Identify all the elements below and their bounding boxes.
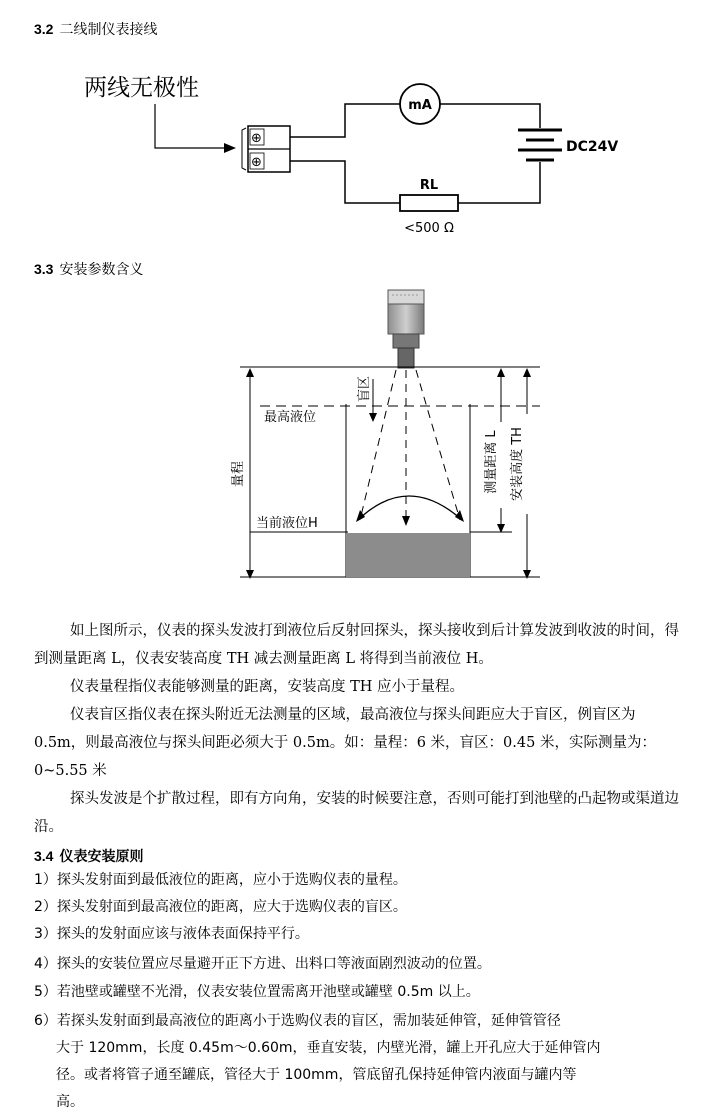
list-item	[34, 1008, 684, 1116]
list-text: 探头的安装位置应尽量避开正下方进、出料口等液面剧烈波动的位置。	[56, 956, 491, 972]
paragraph-text: 如上图所示，仪表的探头发波打到液位后反射回探头，探头接收到后计算发波到收波的时间，得到测量距离 L，仪表安装高度 TH 减去测量距离 L 将得到当前液位 H。	[34, 623, 679, 667]
paragraph	[34, 785, 682, 841]
list-number: 1）	[34, 872, 57, 888]
list-text: 探头的发射面应该与液体表面保持平行。	[56, 926, 309, 942]
section-number: 3.4	[34, 848, 54, 864]
wire-meter-battery	[440, 104, 540, 128]
max-level-label: 最高液位	[264, 410, 317, 425]
install-height-arrowhead	[523, 368, 531, 377]
wire-top	[290, 104, 400, 137]
list-number: 2）	[34, 899, 57, 915]
meter-label: mA	[408, 98, 432, 113]
section-title: 仪表安装原则	[59, 849, 144, 865]
list-item	[34, 951, 684, 978]
wiring-diagram	[70, 60, 630, 250]
resistor-label: RL	[419, 178, 439, 193]
paragraph	[34, 701, 682, 785]
terminal-bracket	[242, 128, 246, 170]
measure-distance-label: 测量距离 L	[484, 430, 499, 494]
reflection-arc	[358, 496, 462, 520]
section-heading-3-4	[34, 846, 143, 866]
blind-zone-arrowhead	[369, 413, 377, 422]
paragraph-text: 探头发波是个扩散过程，即有方向角，安装的时候要注意，否则可能打到池壁的凸起物或渠道边沿。	[34, 791, 679, 835]
list-number: 4）	[34, 956, 57, 972]
pointer-arrowhead	[224, 143, 236, 153]
paragraph	[34, 673, 682, 701]
pointer-line	[155, 104, 224, 148]
list-text: 探头发射面到最高液位的距离，应大于选购仪表的盲区。	[56, 899, 407, 915]
list-number: 5）	[34, 984, 57, 1000]
no-polarity-label: 两线无极性	[84, 75, 199, 101]
paragraph-text: 仪表量程指仪表能够测量的距离，安装高度 TH 应小于量程。	[70, 679, 465, 695]
section-number: 3.3	[34, 261, 54, 277]
supply-label: DC24V	[566, 139, 619, 155]
measure-arrowhead	[497, 368, 505, 377]
paragraph-text: 仪表盲区指仪表在探头附近无法测量的区域，最高液位与探头间距应大于盲区，例盲区为 0.5m，则最高液位与探头间距必须大于 0.5m。如：量程：6 米，盲区：0.45 米，实际测量为：0~5.55 米	[34, 707, 656, 779]
install-height-arrowhead	[523, 570, 531, 579]
range-arrowhead	[246, 570, 254, 579]
range-label: 量程	[231, 460, 246, 488]
install-height-label: 安装高度 TH	[510, 427, 525, 501]
range-arrowhead	[246, 368, 254, 377]
section-heading-3-2	[34, 19, 157, 39]
list-item	[34, 921, 684, 948]
liquid-fill	[346, 533, 470, 577]
installation-diagram	[220, 284, 550, 584]
probe-icon	[388, 290, 424, 368]
list-text: 探头发射面到最低液位的距离，应小于选购仪表的量程。	[56, 872, 407, 888]
list-text: 若探头发射面到最高液位的距离小于选购仪表的盲区，需加装延伸管，延伸管管径	[56, 1013, 561, 1029]
section-title: 二线制仪表接线	[59, 22, 158, 38]
list-number: 6）	[34, 1013, 57, 1029]
list-text-continuation: 径。或者将管子通至罐底，管径大于 100mm，管底留孔保持延伸管内液面与罐内等	[56, 1067, 577, 1083]
resistor-value: <500 Ω	[404, 221, 454, 236]
section-number: 3.2	[34, 21, 54, 37]
terminal-screw-icon: ⊕	[251, 155, 262, 170]
beam-arrowhead	[356, 510, 365, 522]
list-item	[34, 894, 684, 921]
list-item	[34, 867, 684, 894]
paragraph	[34, 617, 682, 673]
blind-zone-label: 盲区	[357, 376, 372, 403]
wire-battery-resistor	[458, 162, 540, 203]
list-text-continuation: 高。	[56, 1094, 84, 1110]
terminal-screw-icon: ⊕	[251, 131, 262, 146]
section-heading-3-3	[34, 259, 143, 279]
list-item	[34, 979, 684, 1006]
list-text-continuation: 大于 120mm，长度 0.45m～0.60m，垂直安装，内壁光滑，罐上开孔应大于延伸管内	[56, 1040, 601, 1056]
beam-arrowhead	[402, 516, 410, 526]
current-level-label: 当前液位H	[256, 516, 318, 531]
section-title: 安装参数含义	[59, 262, 144, 278]
wire-bottom	[290, 161, 400, 203]
resistor-icon	[400, 195, 458, 211]
list-number: 3）	[34, 926, 57, 942]
list-text: 若池壁或罐壁不光滑，仪表安装位置需离开池壁或罐壁 0.5m 以上。	[56, 984, 480, 1000]
